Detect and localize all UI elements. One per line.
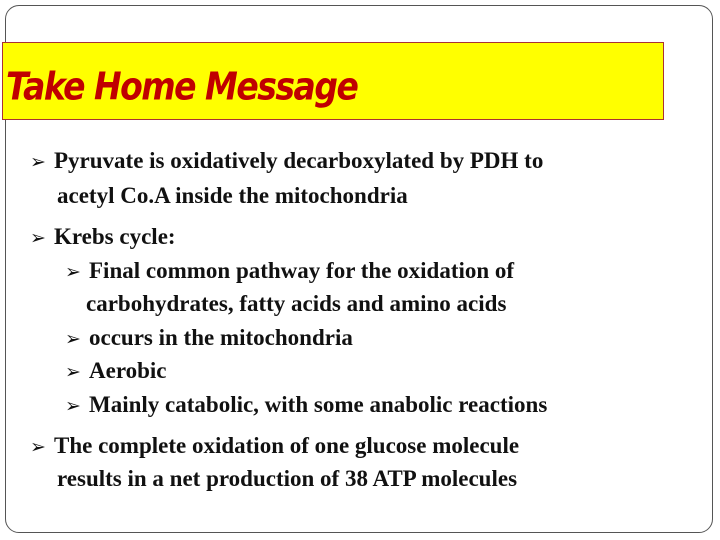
arrow-bullet-icon: ➢ xyxy=(30,227,46,249)
bullet-item: ➢ The complete oxidation of one glucose molecule xyxy=(30,433,520,458)
sub-bullet-item: ➢ Final common pathway for the oxidation of xyxy=(65,258,515,283)
slide-title: Take Home Message xyxy=(6,64,358,109)
bullet-item-continuation: acetyl Co.A inside the mitochondria xyxy=(57,183,408,208)
sub-bullet-item: ➢ Aerobic xyxy=(65,358,167,383)
bullet-item-continuation: results in a net production of 38 ATP molecules xyxy=(57,466,518,491)
bullet-item: ➢ Pyruvate is oxidatively decarboxylated by PDH to xyxy=(30,148,544,173)
arrow-bullet-icon: ➢ xyxy=(30,436,46,458)
sub-bullet-item-continuation: carbohydrates, fatty acids and amino acids xyxy=(86,291,507,316)
arrow-bullet-icon: ➢ xyxy=(65,361,81,383)
arrow-bullet-icon: ➢ xyxy=(30,151,46,173)
bullet-item: ➢ Krebs cycle: xyxy=(30,224,176,249)
arrow-bullet-icon: ➢ xyxy=(65,328,81,350)
sub-bullet-item: ➢ occurs in the mitochondria xyxy=(65,325,353,350)
arrow-bullet-icon: ➢ xyxy=(65,395,81,417)
sub-bullet-item: ➢ Mainly catabolic, with some anabolic reactions xyxy=(65,392,548,417)
arrow-bullet-icon: ➢ xyxy=(65,261,81,283)
